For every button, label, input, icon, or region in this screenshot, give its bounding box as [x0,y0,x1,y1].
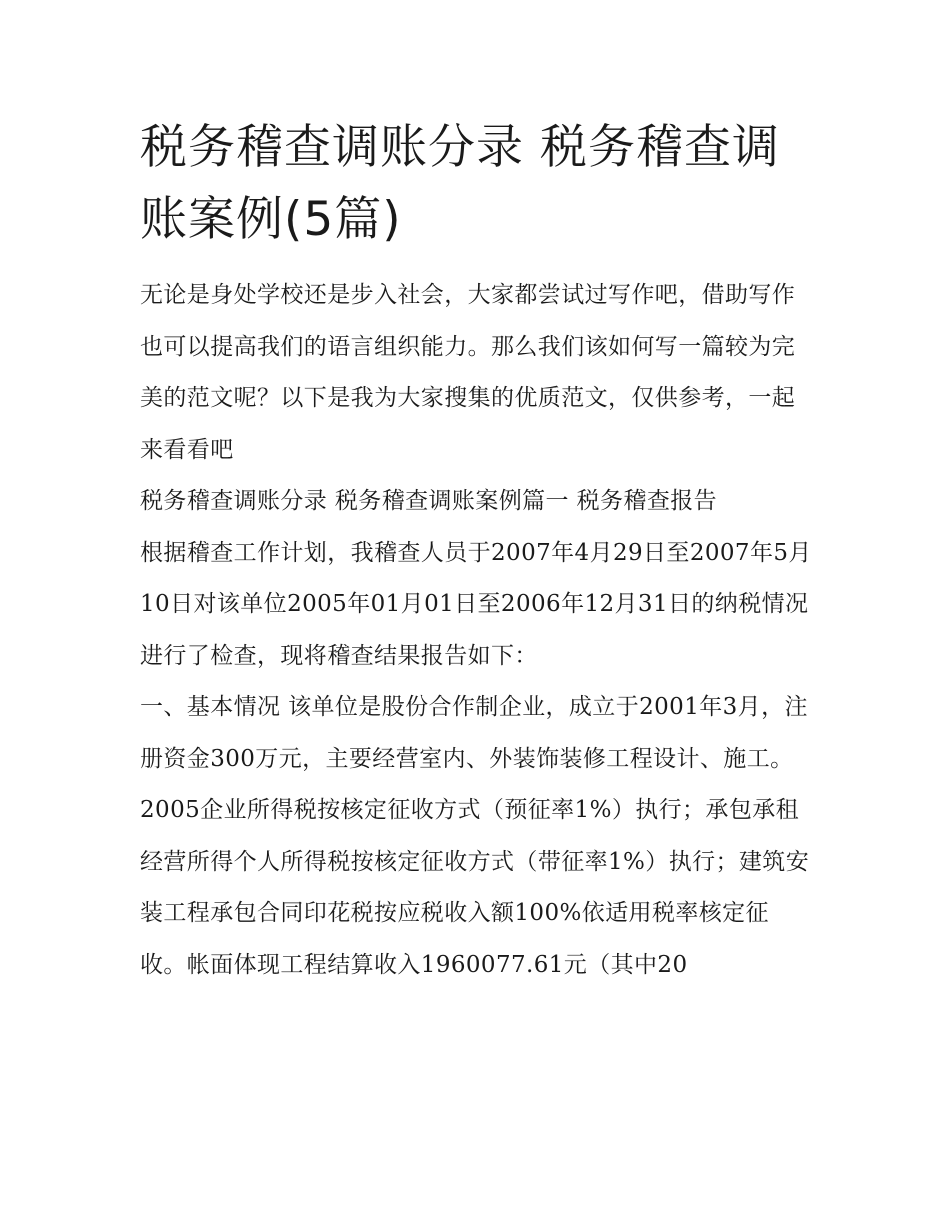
intro-paragraph: 无论是身处学校还是步入社会，大家都尝试过写作吧，借助写作也可以提高我们的语言组织能力。那么我们该如何写一篇较为完美的范文呢？以下是我为大家搜集的优质范文，仅供参考，一起来看看吧 [140,282,796,463]
audit-scope-paragraph: 根据稽查工作计划，我稽查人员于2007年4月29日至2007年5月10日对该单位2005年01月01日至2006年12月31日的纳税情况进行了检查，现将稽查结果报告如下： [140,539,812,669]
section-heading: 税务稽查调账分录 税务稽查调账案例篇一 税务稽查报告 [140,488,718,514]
basic-info-paragraph: 一、基本情况 该单位是股份合作制企业，成立于2001年3月，注册资金300万元，主要经营室内、外装饰装修工程设计、施工。 [140,694,808,772]
tax-method-paragraph: 2005企业所得税按核定征收方式（预征率1%）执行；承包承租经营所得个人所得税按核定征收方式（带征率1%）执行；建筑安装工程承包合同印花税按应税收入额100%依适用税率核定征收。帐面体现工程结算收入1960077.61元（其中20 [140,797,810,978]
document-title: 税务稽查调账分录 税务稽查调账案例(5篇) [140,120,780,247]
document-page [140,112,812,991]
